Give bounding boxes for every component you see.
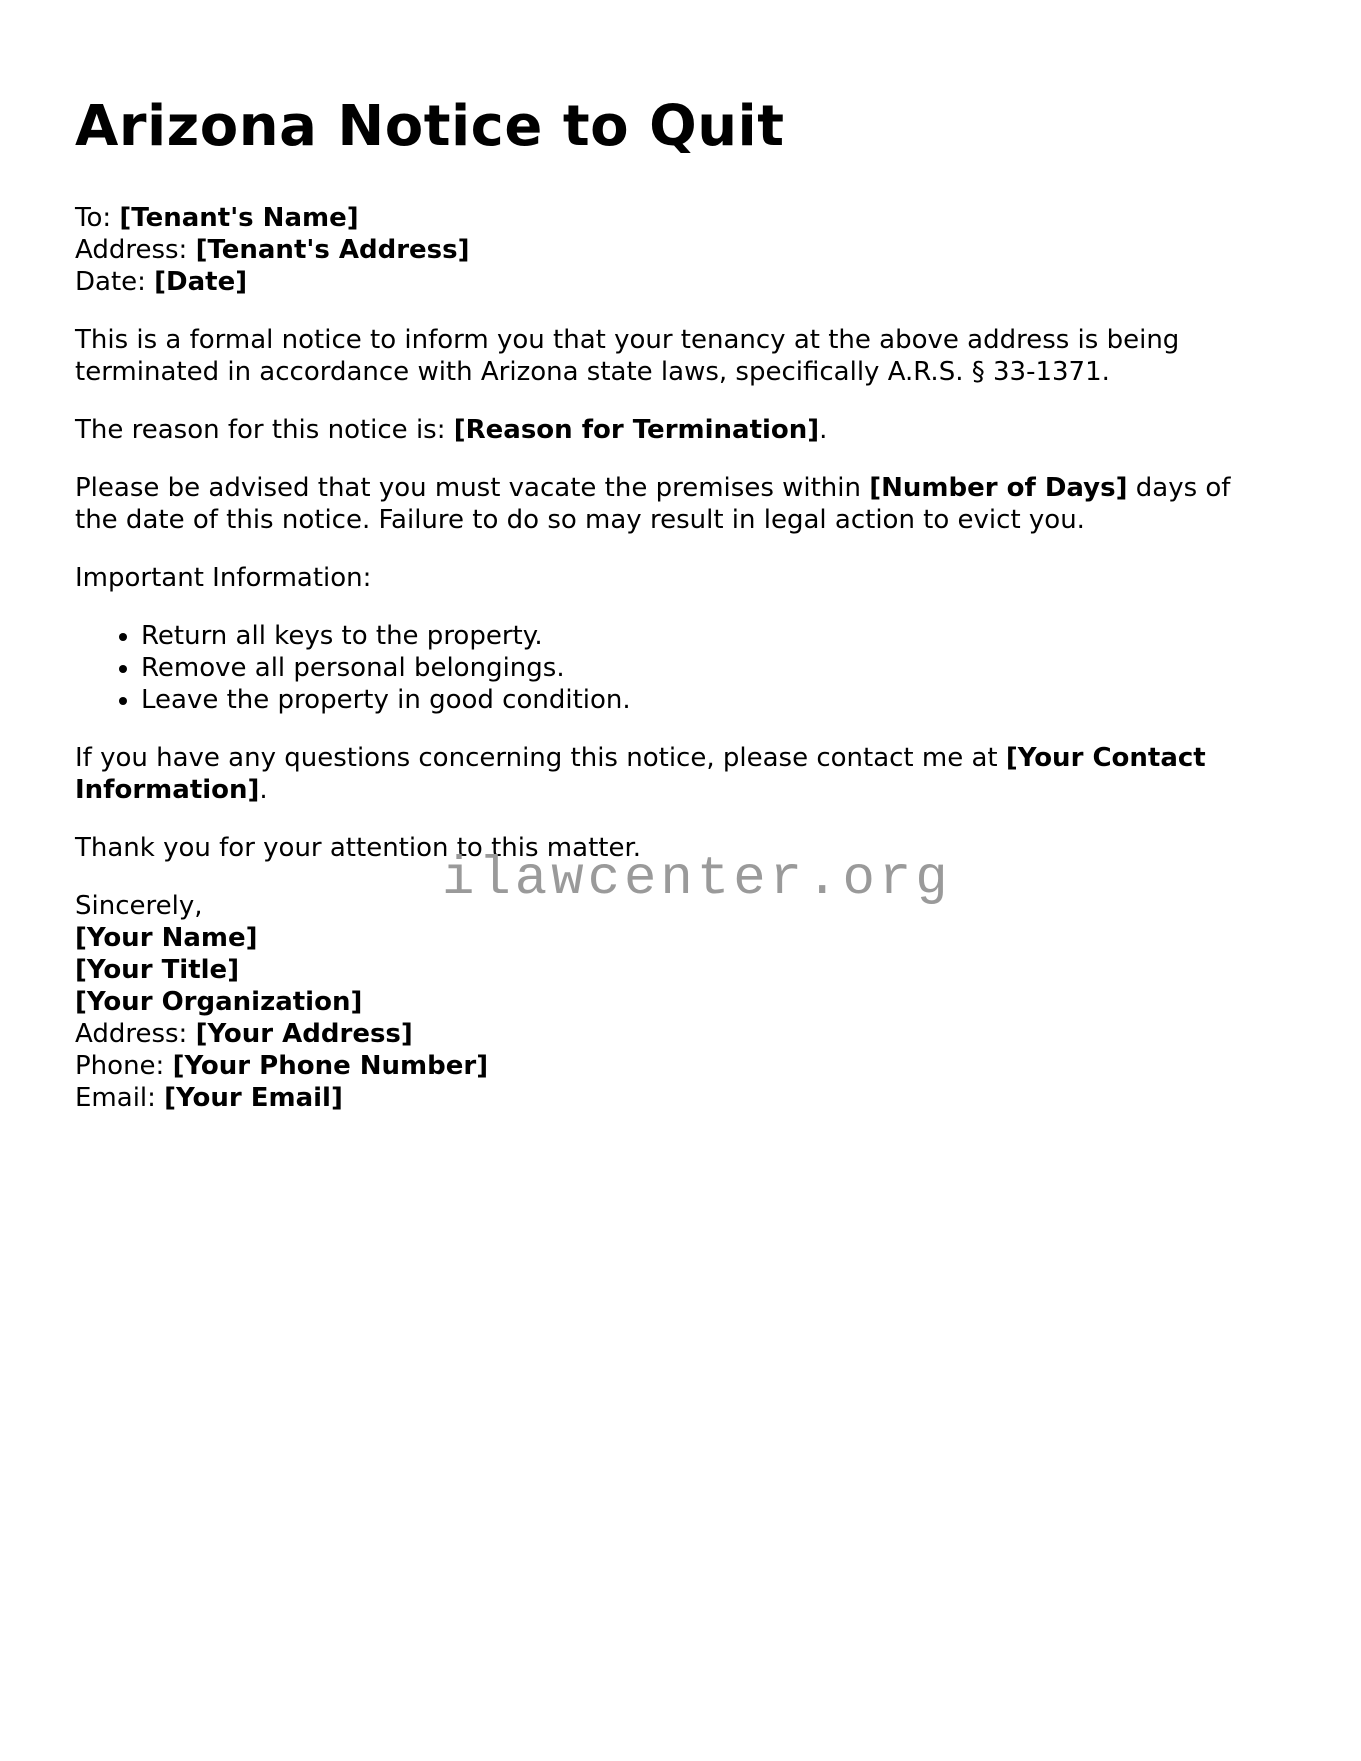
thanks-paragraph: Thank you for your attention to this matter. (75, 833, 642, 863)
reason-suffix: . (819, 415, 828, 445)
vacate-prefix: Please be advised that you must vacate the premises within (75, 473, 870, 503)
vacate-suffix: days of the date of this notice. Failure to do so may result in legal action to evict you. (75, 473, 1231, 535)
signer-title-placeholder: [Your Title] (75, 955, 240, 985)
signer-organization-placeholder: [Your Organization] (75, 987, 363, 1017)
contact-paragraph (75, 742, 1275, 806)
reason-paragraph (75, 414, 1275, 446)
recipient-address-line (75, 234, 1275, 266)
signer-email-placeholder: [Your Email] (164, 1083, 343, 1113)
document-title: Arizona Notice to Quit (75, 94, 785, 159)
reason-prefix: The reason for this notice is: (75, 415, 454, 445)
important-list (75, 620, 1275, 716)
recipient-to-line (75, 202, 1275, 234)
signer-name-placeholder: [Your Name] (75, 923, 258, 953)
notice-document (75, 92, 1275, 1140)
signature-block (75, 890, 1275, 1114)
date-line (75, 266, 1275, 298)
tenant-name-placeholder: [Tenant's Name] (119, 203, 359, 233)
intro-paragraph: This is a formal notice to inform you that your tenancy at the above address is being terminated in accordance with Arizona state laws, specifically A.R.S. § 33-1371. (75, 325, 1180, 387)
contact-suffix: . (259, 775, 268, 805)
tenant-address-placeholder: [Tenant's Address] (195, 235, 470, 265)
important-heading: Important Information: (75, 563, 372, 593)
signer-address-placeholder: [Your Address] (195, 1019, 413, 1049)
contact-placeholder: [Your Contact Information] (75, 743, 1206, 805)
signer-phone-placeholder: [Your Phone Number] (172, 1051, 489, 1081)
signer-email-label: Email: (75, 1083, 165, 1113)
signer-address-label: Address: (75, 1019, 196, 1049)
recipient-block (75, 202, 1275, 298)
list-item: • Leave the property in good condition. (141, 684, 1275, 716)
address-label: Address: (75, 235, 196, 265)
days-placeholder: [Number of Days] (869, 473, 1128, 503)
closing: Sincerely, (75, 891, 203, 921)
list-item: • Return all keys to the property. (141, 620, 1275, 652)
watermark: ilawcenter.org (442, 849, 952, 910)
date-label: Date: (75, 267, 155, 297)
signer-phone-line (75, 1050, 1275, 1082)
reason-placeholder: [Reason for Termination] (453, 415, 820, 445)
contact-prefix: If you have any questions concerning this notice, please contact me at (75, 743, 1006, 773)
list-item: • Remove all personal belongings. (141, 652, 1275, 684)
date-placeholder: [Date] (154, 267, 248, 297)
signer-phone-label: Phone: (75, 1051, 173, 1081)
signer-address-line (75, 1018, 1275, 1050)
signer-email-line (75, 1082, 1275, 1114)
vacate-paragraph (75, 472, 1275, 536)
to-label: To: (75, 203, 120, 233)
